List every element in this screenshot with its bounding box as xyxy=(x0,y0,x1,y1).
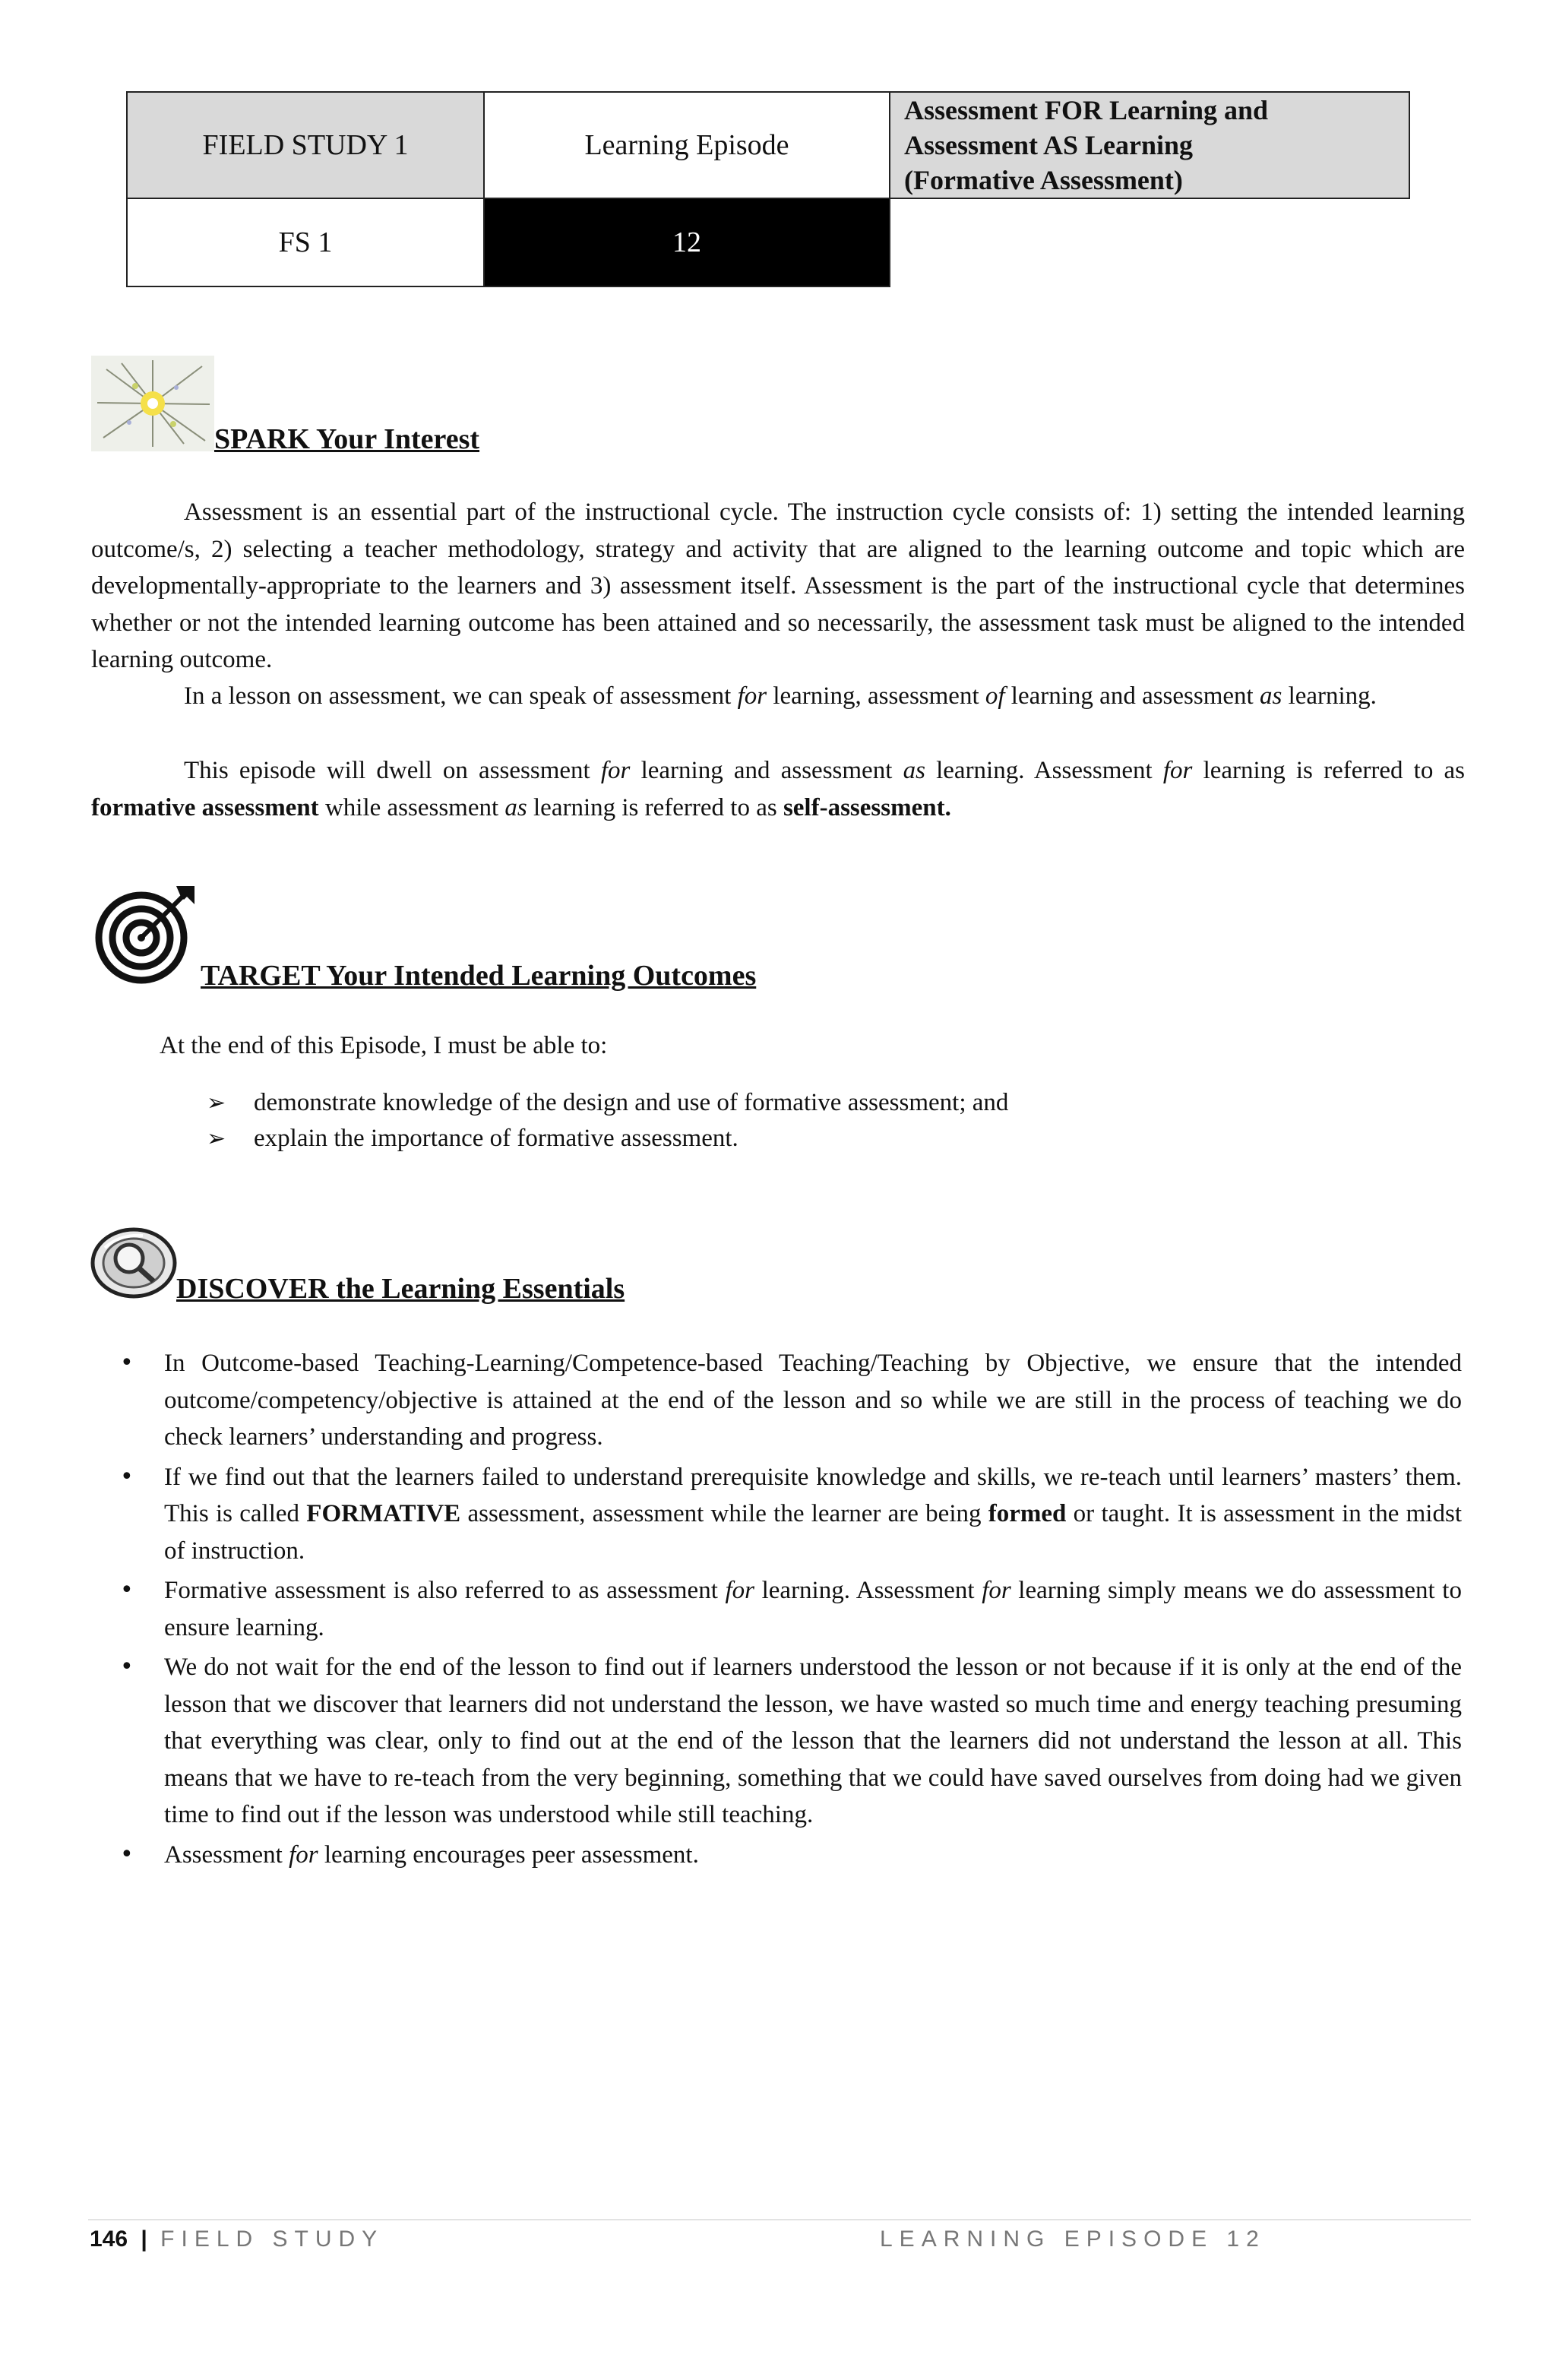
footer-separator: | xyxy=(141,2227,147,2252)
spark-paragraph-2: In a lesson on assessment, we can speak of assessment for learning, assessment of learning and assessment as learning. xyxy=(184,682,1377,710)
outcomes-lead: At the end of this Episode, I must be able to: xyxy=(160,1032,608,1059)
footer-course: FIELD STUDY xyxy=(160,2227,384,2252)
page-number: 146 xyxy=(90,2227,128,2252)
episode-number-cell xyxy=(483,198,890,287)
course-cell xyxy=(126,91,485,199)
list-item: • We do not wait for the end of the lesson to find out if learners understood the lesson or not because if it is only at the end of the lesson that we discover that learners did not understand the lesson, we have wasted so much time and energy teaching presuming that everything was clear, only to find out at the end of the lesson that the learners did not understand the lesson at all. This means that we have to re-teach from the very beginning, something that we could have saved ourselves from doing had we given time to find out if the lesson was understood while still teaching. xyxy=(120,1649,1462,1834)
target-icon xyxy=(94,880,201,986)
header-table xyxy=(126,91,1410,287)
episode-number: 12 xyxy=(672,226,701,258)
list-item: • If we find out that the learners failed to understand prerequisite knowledge and skills, we re-teach until learners’ masters’ them. This is called FORMATIVE assessment, assessment while the learner are being formed or taught. It is assessment in the midst of instruction. xyxy=(120,1459,1462,1570)
type-label: Learning Episode xyxy=(584,129,789,161)
code-cell xyxy=(126,198,485,287)
episode-title-line: Assessment AS Learning xyxy=(904,130,1194,160)
type-cell xyxy=(483,91,890,199)
list-item: ➢ demonstrate knowledge of the design and use of formative assessment; and xyxy=(207,1085,1008,1121)
outcomes-list xyxy=(207,1085,1008,1157)
list-item: ➢ explain the importance of formative assessment. xyxy=(207,1121,1008,1157)
episode-title-line: Assessment FOR Learning and xyxy=(904,95,1269,125)
list-item: • Assessment for learning encourages peer assessment. xyxy=(120,1837,1462,1874)
spark-heading: SPARK Your Interest xyxy=(214,423,480,455)
course-label: FIELD STUDY 1 xyxy=(202,129,409,161)
footer-left xyxy=(90,2227,384,2252)
magnifier-cd-icon xyxy=(90,1225,179,1299)
course-code: FS 1 xyxy=(278,226,333,258)
footer-right: LEARNING EPISODE 12 xyxy=(880,2227,1266,2252)
target-heading: TARGET Your Intended Learning Outcomes xyxy=(201,960,757,992)
footer-divider xyxy=(88,2219,1471,2220)
discover-heading: DISCOVER the Learning Essentials xyxy=(176,1273,625,1305)
spark-paragraph-3: This episode will dwell on assessment for learning and assessment as learning. Assessment for learning is referred to as formative assessment while assessment as learning is referred to as self-assessment. xyxy=(91,757,1466,821)
essentials-list xyxy=(120,1345,1462,1876)
episode-title-cell xyxy=(889,91,1410,199)
list-item: • In Outcome-based Teaching-Learning/Competence-based Teaching/Teaching by Objective, we ensure that the intended outcome/competency/objective is attained at the end of the lesson and so while we are still in the process of teaching we do check learners’ understanding and progress. xyxy=(120,1345,1462,1456)
episode-title-line: (Formative Assessment) xyxy=(904,165,1183,195)
episode-title xyxy=(904,93,1268,198)
sparkle-icon xyxy=(91,356,214,451)
spark-paragraph-1: Assessment is an essential part of the instructional cycle. The instruction cycle consists of: 1) setting the intended learning outcome/s, 2) selecting a teacher methodology, strategy and activity that are aligned to the learning outcome and topic which are developmentally-appropriate to the learners and 3) assessment itself. Assessment is the part of the instructional cycle that determines whether or not the intended learning outcome has been attained and so necessarily, the assessment task must be aligned to the intended learning outcome. xyxy=(91,498,1465,673)
list-item: • Formative assessment is also referred to as assessment for learning. Assessment for learning simply means we do assessment to ensure learning. xyxy=(120,1572,1462,1646)
